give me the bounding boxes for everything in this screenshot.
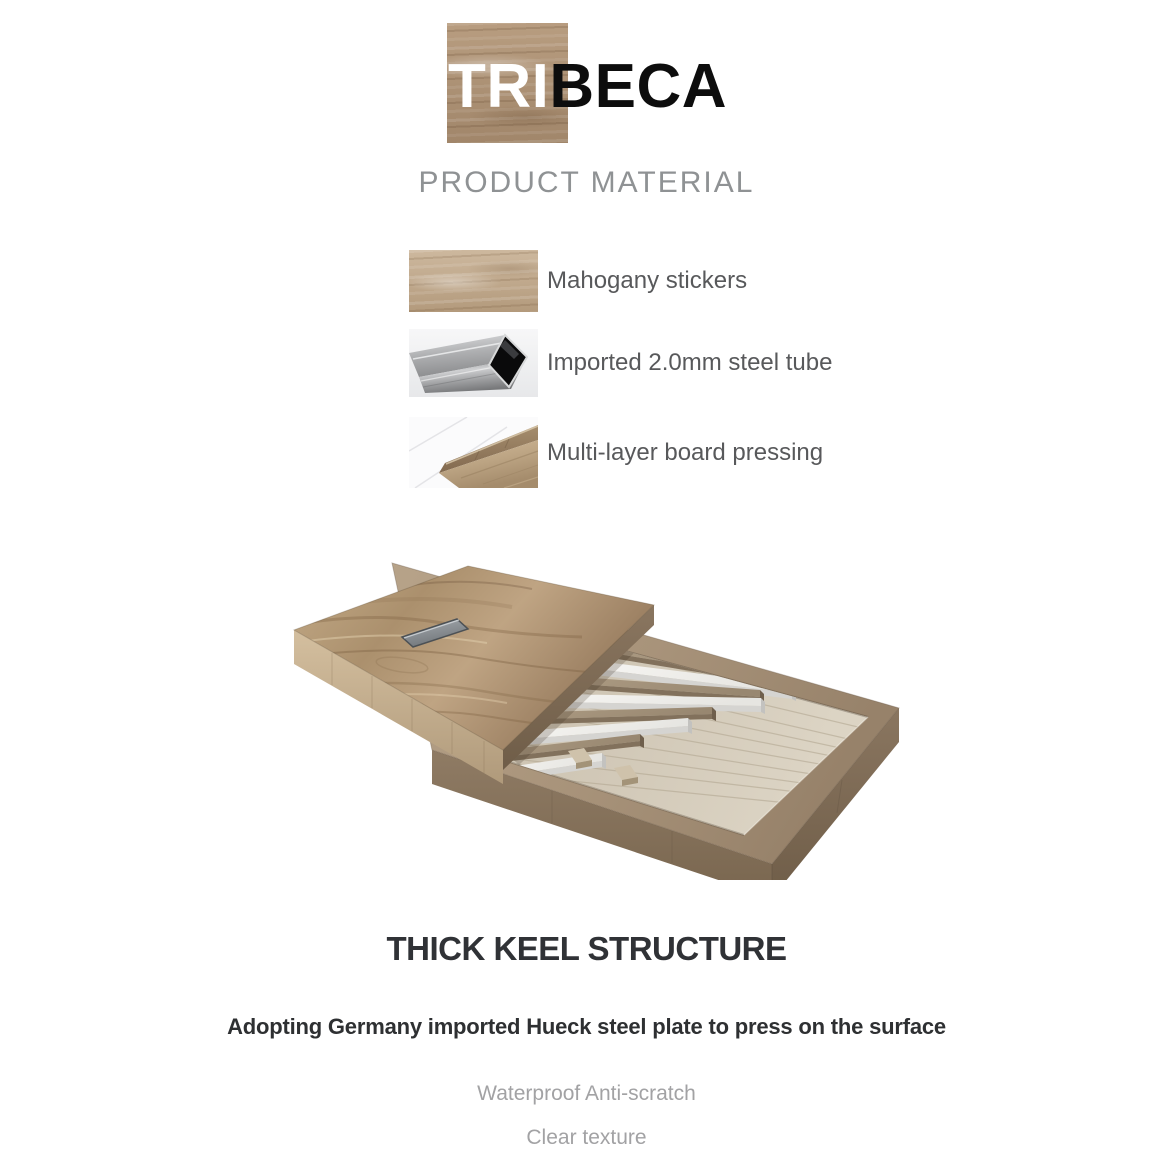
brand-name-rest: BECA [549,52,728,121]
feature-heading: THICK KEEL STRUCTURE [386,930,787,967]
mahogany-swatch-image [409,250,538,312]
steel-tube-image [409,329,538,397]
material-label: Imported 2.0mm steel tube [547,349,833,376]
section-title: PRODUCT MATERIAL [418,166,755,199]
board-pressing-image [409,417,538,488]
material-label: Mahogany stickers [547,267,748,294]
material-row-mahogany [409,250,747,312]
brand-name [448,52,728,121]
keel-structure-figure [252,545,932,880]
feature-subheading: Adopting Germany imported Hueck steel plate to press on the surface [227,1014,946,1039]
material-row-steel-tube [409,329,832,397]
feature-bullet: Clear texture [526,1126,647,1149]
brand-name-highlight: TRI [448,52,550,121]
material-row-board-pressing [409,417,823,488]
material-label: Multi-layer board pressing [547,438,824,466]
feature-bullet: Waterproof Anti-scratch [477,1082,696,1105]
